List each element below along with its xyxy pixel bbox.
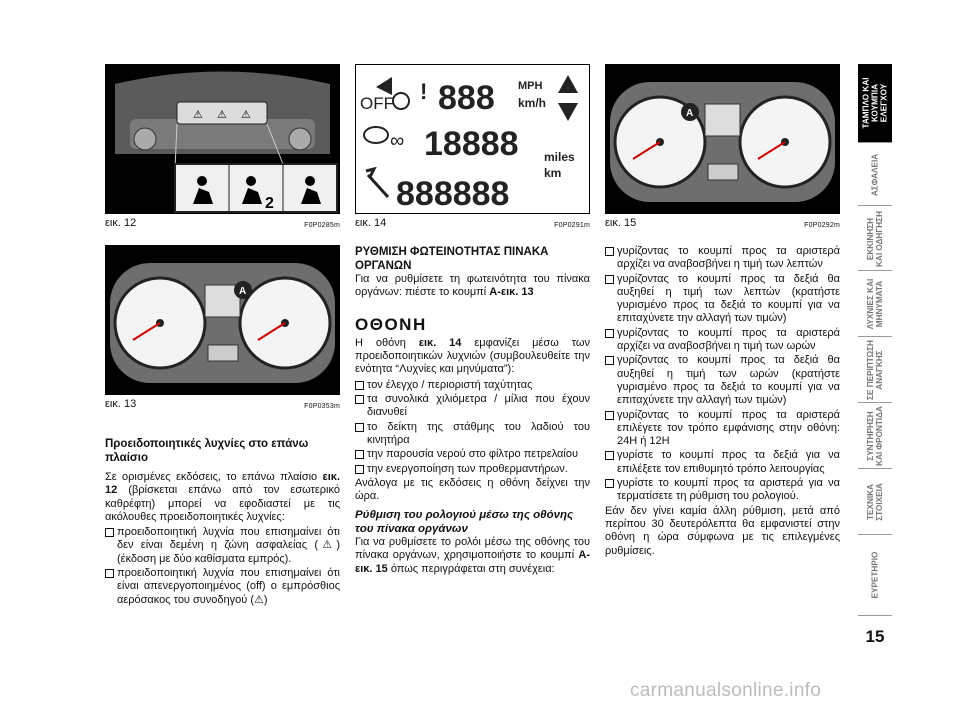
speed-limit-arrow-icon <box>376 77 392 95</box>
unit-miles: miles <box>544 150 575 164</box>
tab-maintenance[interactable]: ΣΥΝΤΗΡΗΣΗ ΚΑΙ ΦΡΟΝΤΙΔΑ <box>858 402 892 469</box>
checkbox-bullet-icon <box>605 479 614 488</box>
checkbox-bullet-icon <box>105 569 114 578</box>
svg-text:⚠: ⚠ <box>217 109 227 121</box>
digits-mid: 18888 <box>424 125 519 163</box>
figure-12-label: εικ. 12 <box>105 217 137 229</box>
checkbox-bullet-icon <box>605 275 614 284</box>
figure-15-instrument-cluster <box>605 64 840 214</box>
tab-emergency[interactable]: ΣΕ ΠΕΡΙΠΤΩΣΗ ΑΝΑΓΚΗΣ <box>858 336 892 403</box>
wrench-icon <box>366 169 388 197</box>
checkbox-bullet-icon <box>105 528 114 537</box>
column-2 <box>355 245 590 578</box>
overhead-warning-heading: Προειδοποιητικές λυχνίες στο επάνω πλαίσιο <box>105 438 309 464</box>
checkbox-bullet-icon <box>355 465 364 474</box>
list-item: γυρίστε το κουμπί προς τα αριστερά για να τερματίσετε τη ρύθμιση του ρολογιού. <box>605 477 840 504</box>
list-item: γυρίστε το κουμπί προς τα δεξιά για να επιλέξετε τον επιθυμητό τρόπο λειτουργίας <box>605 449 840 476</box>
tab-warning-lights[interactable]: ΛΥΧΝΙΕΣ ΚΑΙ ΜΗΝΥΜΑΤΑ <box>858 270 892 337</box>
arrow-up-icon <box>558 75 578 93</box>
list-item: τα συνολικά χιλιόμετρα / μίλια που έχουν διανυθεί <box>355 393 590 420</box>
checkbox-bullet-icon <box>355 381 364 390</box>
figure-14-caption <box>355 215 590 229</box>
figure-12-caption <box>105 215 340 229</box>
checkbox-bullet-icon <box>605 247 614 256</box>
figure-13-caption <box>105 396 340 410</box>
list-item: γυρίζοντας το κουμπί προς τα αριστερά επιλέγετε τον τρόπο εμφάνισης στην οθόνη: 24H ή 12H <box>605 409 840 449</box>
figure-14-display <box>355 64 590 214</box>
overhead-panel-illustration <box>105 64 340 214</box>
button-a-marker: A <box>239 286 247 297</box>
brightness-heading: ΡΥΘΜΙΣΗ ΦΩΤΕΙΝΟΤΗΤΑΣ ΠΙΝΑΚΑ ΟΡΓΑΝΩΝ <box>355 246 549 272</box>
checkbox-bullet-icon <box>605 356 614 365</box>
svg-text:2: 2 <box>265 195 274 212</box>
digits-top: 888 <box>438 79 495 117</box>
button-a-marker-2: A <box>686 108 694 119</box>
figure-12-overhead-panel <box>105 64 340 214</box>
checkbox-bullet-icon <box>605 451 614 460</box>
figure-15-code: F0P0292m <box>804 222 840 229</box>
tab-safety[interactable]: ΑΣΦΑΛΕΙΑ <box>858 142 892 206</box>
arrow-down-icon <box>558 103 578 121</box>
watermark: carmanualsonline.info <box>630 680 822 701</box>
tab-dashboard[interactable]: ΤΑΜΠΛΟ ΚΑΙ ΚΟΥΜΠΙΑ ΕΛΕΓΧΟΥ <box>858 64 892 142</box>
tab-index[interactable]: ΕΥΡΕΤΗΡΙΟ <box>858 534 892 616</box>
page-number: 15 <box>865 627 885 646</box>
list-item: προειδοποιητική λυχνία που επισημαίνει ότι δεν είναι δεμένη η ζώνη ασφαλείας (⚠) (έκδοση με δύο καθίσματα εμπρός). <box>105 526 340 566</box>
tab-technical-data[interactable]: ΤΕΧΝΙΚΑ ΣΤΟΙΧΕΙΑ <box>858 468 892 535</box>
list-item: γυρίζοντας το κουμπί προς τα δεξιά θα αυξηθεί η τιμή των ωρών (κρατήστε γυρισμένο προς τα δεξιά το κουμπί για να επιταχύνετε την αλλαγή των τιμών) <box>605 354 840 407</box>
figure-14-label: εικ. 14 <box>355 217 387 229</box>
column-1 <box>105 437 340 608</box>
oil-can-icon <box>364 127 388 143</box>
list-item: την ενεργοποίηση των προθερμαντήρων. <box>355 463 590 476</box>
checkbox-bullet-icon <box>605 329 614 338</box>
overhead-intro: Σε ορισμένες εκδόσεις, το επάνω πλαίσιο εικ. 12 (βρίσκεται επάνω από τον εσωτερικό καθρέφτη) μπορεί να εφοδιαστεί με τις ακόλουθες προειδοποιητικές λυχνίες: <box>105 471 340 523</box>
column-3 <box>605 245 840 560</box>
digits-bot: 888888 <box>396 175 510 213</box>
list-item: γυρίζοντας το κουμπί προς τα αριστερά αρχίζει να αναβοσβήνει η τιμή των λεπτών <box>605 245 840 272</box>
instrument-cluster-illustration <box>105 245 340 395</box>
tab-starting-driving[interactable]: ΕΚΚΙΝΗΣΗ ΚΑΙ ΟΔΗΓΗΣΗ <box>858 205 892 271</box>
svg-text:⚠: ⚠ <box>193 109 203 121</box>
figure-13-instrument-cluster <box>105 245 340 395</box>
off-label: OFF <box>360 94 394 113</box>
clock-heading: Ρύθμιση του ρολογιού μέσω της οθόνης του πίνακα οργάνων <box>355 509 574 535</box>
brightness-text: Για να ρυθμίσετε τη φωτεινότητα του πίνακα οργάνων: πιέστε το κουμπί A-εικ. 13 <box>355 273 590 299</box>
figure-14-code: F0P0291m <box>554 222 590 229</box>
list-item: την παρουσία νερού στο φίλτρο πετρελαίου <box>355 448 590 461</box>
svg-text:⚠: ⚠ <box>241 109 251 121</box>
figure-15-label: εικ. 15 <box>605 217 637 229</box>
list-item: το δείκτη της στάθμης του λαδιού του κινητήρα <box>355 421 590 448</box>
figure-13-code: F0P0353m <box>304 403 340 410</box>
display-heading: ΟΘΟΝΗ <box>355 314 427 334</box>
display-intro: Η οθόνη εικ. 14 εμφανίζει μέσω των προειδοποιητικών λυχνιών (συμβουλευθείτε την ενότητα “Λυχνίες και μηνύματα”): <box>355 336 590 376</box>
clock-intro: Για να ρυθμίσετε το ρολόι μέσω της οθόνης του πίνακα οργάνων, χρησιμοποιήστε το κουμπί A-εικ. 15 όπως περιγράφεται στη συνέχεια: <box>355 536 590 575</box>
checkbox-bullet-icon <box>355 450 364 459</box>
checkbox-bullet-icon <box>605 411 614 420</box>
list-item: γυρίζοντας το κουμπί προς τα δεξιά θα αυξηθεί η τιμή των λεπτών (κρατήστε γυρισμένο προς τα δεξιά το κουμπί για να επιταχύνετε την αλλαγή των τιμών) <box>605 273 840 326</box>
instrument-cluster-illustration-2 <box>605 64 840 214</box>
glow-plug-icon: ∞ <box>390 130 405 152</box>
speed-gauge-icon <box>393 93 409 109</box>
display-illustration <box>356 65 589 213</box>
list-item: γυρίζοντας το κουμπί προς τα αριστερά αρχίζει να αναβοσβήνει η τιμή των ωρών <box>605 327 840 354</box>
unit-kmh: km/h <box>518 96 547 110</box>
figure-13-label: εικ. 13 <box>105 398 137 410</box>
clock-final-note: Εάν δεν γίνει καμία άλλη ρύθμιση, μετά από περίπου 30 δευτερόλεπτα θα εμφανιστεί στην οθόνη η ώρα σύμφωνα με τις επιλεγμένες ρυθμίσεις. <box>605 504 840 557</box>
checkbox-bullet-icon <box>355 395 364 404</box>
list-item: τον έλεγχο / περιοριστή ταχύτητας <box>355 379 590 392</box>
checkbox-bullet-icon <box>355 423 364 432</box>
warning-exclamation-icon: ! <box>420 79 428 104</box>
figure-12-code: F0P0285m <box>304 222 340 229</box>
unit-km: km <box>544 166 562 180</box>
time-note: Ανάλογα με τις εκδόσεις η οθόνη δείχνει την ώρα. <box>355 476 590 503</box>
figure-15-caption <box>605 215 840 229</box>
unit-mph: MPH <box>518 80 543 92</box>
list-item: προειδοποιητική λυχνία που επισημαίνει ότι είναι απενεργοποιημένος (off) ο εμπρόσθιος αερόσακος του συνοδηγού (⚠) <box>105 567 340 607</box>
